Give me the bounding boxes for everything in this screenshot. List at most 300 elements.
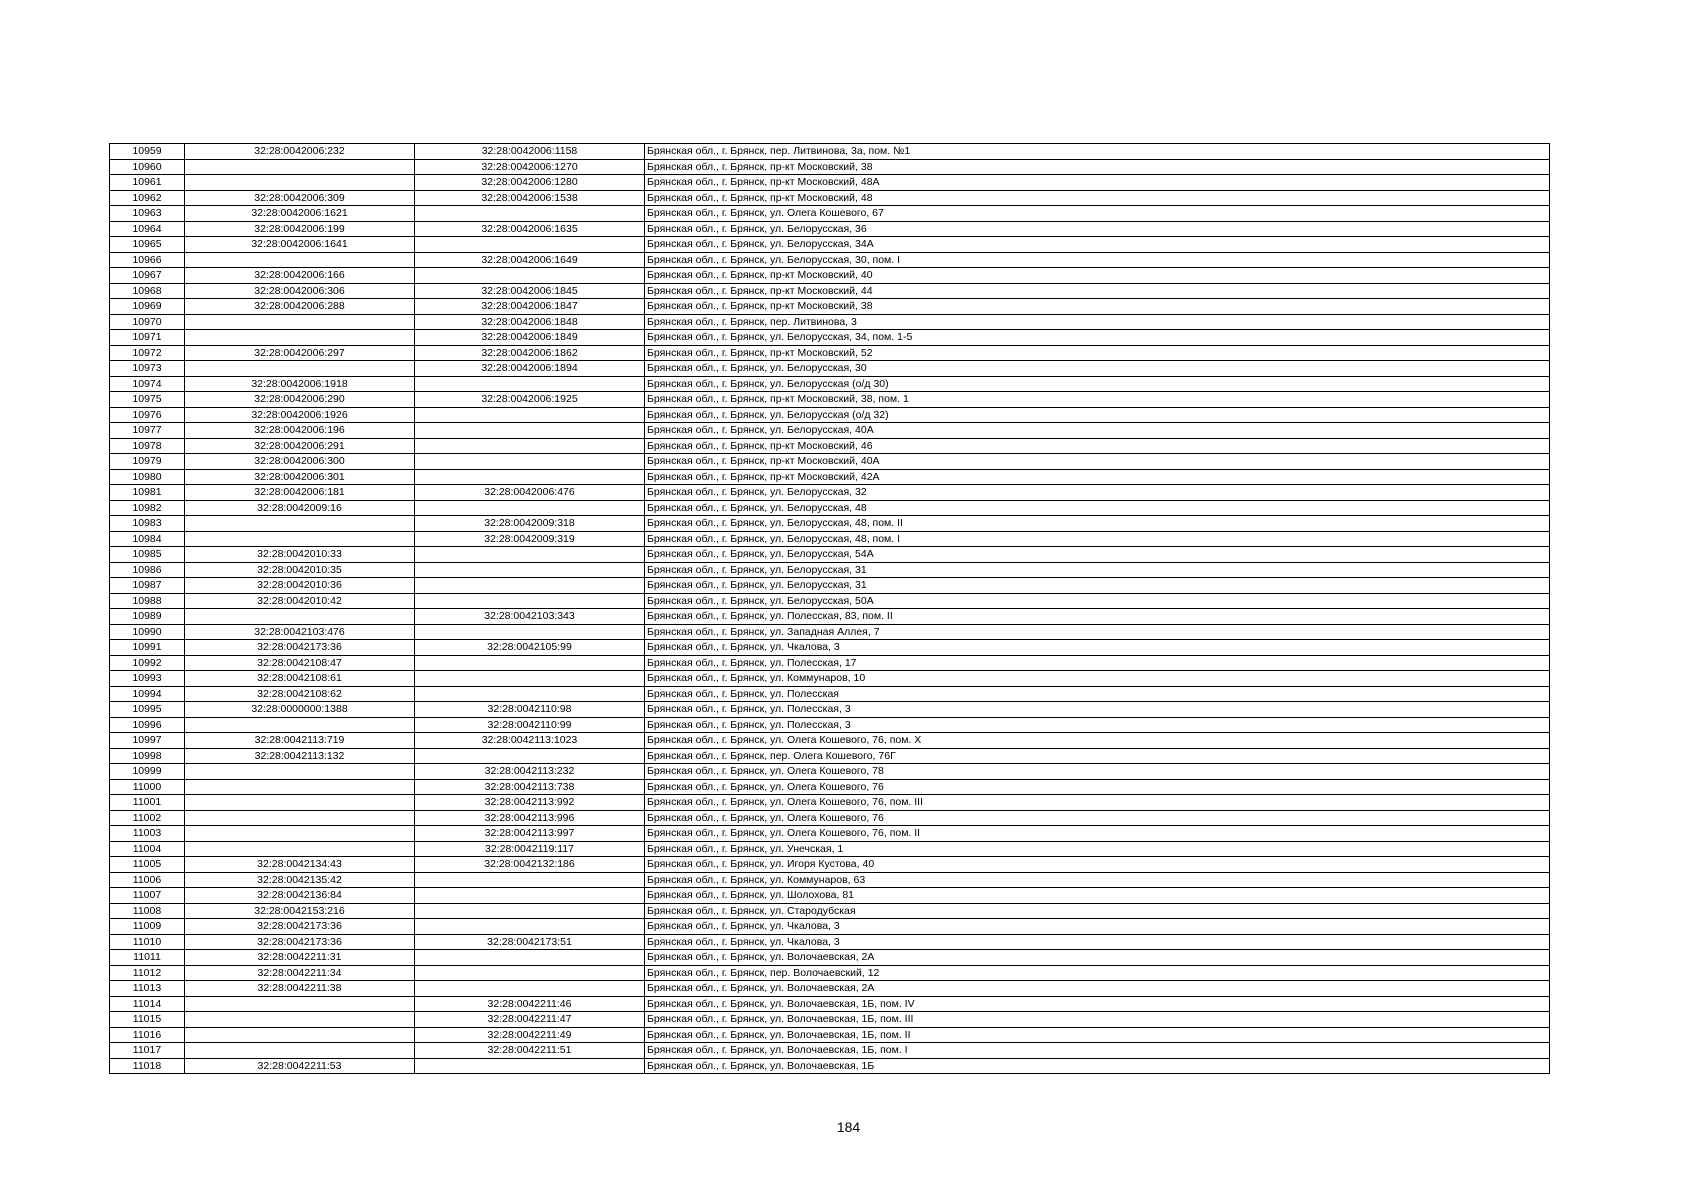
table-row — [110, 314, 1550, 330]
object-cadastral-number-cell — [415, 578, 645, 594]
address-cell: Брянская обл., г. Брянск, ул. Белорусская, 31 — [645, 578, 1550, 594]
address-cell: Брянская обл., г. Брянск, ул. Олега Кошевого, 78 — [645, 764, 1550, 780]
object-cadastral-number-cell: 32:28:0042110:99 — [415, 717, 645, 733]
cadastral-number-cell: 32:28:0000000:1388 — [185, 702, 415, 718]
address-cell: Брянская обл., г. Брянск, пер. Литвинова, 3а, пом. №1 — [645, 144, 1550, 160]
table-row — [110, 888, 1550, 904]
object-cadastral-number-cell — [415, 268, 645, 284]
address-cell: Брянская обл., г. Брянск, пер. Волочаевский, 12 — [645, 965, 1550, 981]
cadastral-number-cell: 32:28:0042010:35 — [185, 562, 415, 578]
registry-table — [109, 143, 1550, 1074]
address-cell: Брянская обл., г. Брянск, ул. Полесская, 3 — [645, 702, 1550, 718]
record-number-cell: 11000 — [110, 779, 185, 795]
table-row — [110, 159, 1550, 175]
table-row — [110, 144, 1550, 160]
record-number-cell: 10962 — [110, 190, 185, 206]
address-cell: Брянская обл., г. Брянск, ул. Чкалова, 3 — [645, 934, 1550, 950]
table-row — [110, 593, 1550, 609]
record-number-cell: 10999 — [110, 764, 185, 780]
cadastral-number-cell: 32:28:0042113:719 — [185, 733, 415, 749]
object-cadastral-number-cell: 32:28:0042006:1925 — [415, 392, 645, 408]
cadastral-number-cell — [185, 1043, 415, 1059]
address-cell: Брянская обл., г. Брянск, ул. Белорусская, 34, пом. 1-5 — [645, 330, 1550, 346]
record-number-cell: 10980 — [110, 469, 185, 485]
address-cell: Брянская обл., г. Брянск, ул. Волочаевская, 1Б, пом. I — [645, 1043, 1550, 1059]
cadastral-number-cell — [185, 764, 415, 780]
address-cell: Брянская обл., г. Брянск, ул. Коммунаров, 63 — [645, 872, 1550, 888]
object-cadastral-number-cell — [415, 748, 645, 764]
object-cadastral-number-cell — [415, 655, 645, 671]
address-cell: Брянская обл., г. Брянск, пр-кт Московский, 38 — [645, 159, 1550, 175]
object-cadastral-number-cell: 32:28:0042006:1894 — [415, 361, 645, 377]
object-cadastral-number-cell: 32:28:0042113:1023 — [415, 733, 645, 749]
address-cell: Брянская обл., г. Брянск, пр-кт Московский, 40 — [645, 268, 1550, 284]
object-cadastral-number-cell: 32:28:0042211:46 — [415, 996, 645, 1012]
table-row — [110, 299, 1550, 315]
table-row — [110, 500, 1550, 516]
address-cell: Брянская обл., г. Брянск, ул. Белорусская, 40А — [645, 423, 1550, 439]
address-cell: Брянская обл., г. Брянск, ул. Белорусская, 54А — [645, 547, 1550, 563]
record-number-cell: 10975 — [110, 392, 185, 408]
record-number-cell: 10960 — [110, 159, 185, 175]
cadastral-number-cell: 32:28:0042006:1926 — [185, 407, 415, 423]
cadastral-number-cell — [185, 996, 415, 1012]
table-row — [110, 361, 1550, 377]
address-cell: Брянская обл., г. Брянск, ул. Белорусская, 30 — [645, 361, 1550, 377]
object-cadastral-number-cell — [415, 888, 645, 904]
object-cadastral-number-cell: 32:28:0042211:49 — [415, 1027, 645, 1043]
address-cell: Брянская обл., г. Брянск, пр-кт Московский, 48А — [645, 175, 1550, 191]
cadastral-number-cell: 32:28:0042006:1641 — [185, 237, 415, 253]
object-cadastral-number-cell: 32:28:0042006:1538 — [415, 190, 645, 206]
address-cell: Брянская обл., г. Брянск, ул. Игоря Кустова, 40 — [645, 857, 1550, 873]
cadastral-number-cell — [185, 795, 415, 811]
table-row — [110, 717, 1550, 733]
record-number-cell: 11006 — [110, 872, 185, 888]
record-number-cell: 10967 — [110, 268, 185, 284]
cadastral-number-cell: 32:28:0042153:216 — [185, 903, 415, 919]
address-cell: Брянская обл., г. Брянск, ул. Коммунаров, 10 — [645, 671, 1550, 687]
table-row — [110, 748, 1550, 764]
table-row — [110, 175, 1550, 191]
address-cell: Брянская обл., г. Брянск, ул. Олега Кошевого, 67 — [645, 206, 1550, 222]
record-number-cell: 11012 — [110, 965, 185, 981]
object-cadastral-number-cell: 32:28:0042009:319 — [415, 531, 645, 547]
cadastral-number-cell — [185, 826, 415, 842]
table-row — [110, 516, 1550, 532]
address-cell: Брянская обл., г. Брянск, ул. Белорусская, 30, пом. I — [645, 252, 1550, 268]
address-cell: Брянская обл., г. Брянск, ул. Белорусская, 50А — [645, 593, 1550, 609]
record-number-cell: 10981 — [110, 485, 185, 501]
record-number-cell: 10966 — [110, 252, 185, 268]
object-cadastral-number-cell: 32:28:0042006:1847 — [415, 299, 645, 315]
address-cell: Брянская обл., г. Брянск, пр-кт Московский, 48 — [645, 190, 1550, 206]
record-number-cell: 10968 — [110, 283, 185, 299]
table-row — [110, 454, 1550, 470]
table-row — [110, 531, 1550, 547]
record-number-cell: 10972 — [110, 345, 185, 361]
record-number-cell: 10994 — [110, 686, 185, 702]
address-cell: Брянская обл., г. Брянск, пр-кт Московский, 52 — [645, 345, 1550, 361]
object-cadastral-number-cell — [415, 872, 645, 888]
cadastral-number-cell — [185, 1012, 415, 1028]
object-cadastral-number-cell — [415, 562, 645, 578]
cadastral-number-cell: 32:28:0042108:62 — [185, 686, 415, 702]
table-row — [110, 407, 1550, 423]
cadastral-number-cell: 32:28:0042134:43 — [185, 857, 415, 873]
cadastral-number-cell — [185, 810, 415, 826]
record-number-cell: 10977 — [110, 423, 185, 439]
address-cell: Брянская обл., г. Брянск, пр-кт Московский, 46 — [645, 438, 1550, 454]
object-cadastral-number-cell — [415, 547, 645, 563]
record-number-cell: 10997 — [110, 733, 185, 749]
address-cell: Брянская обл., г. Брянск, ул. Западная Аллея, 7 — [645, 624, 1550, 640]
table-row — [110, 702, 1550, 718]
cadastral-number-cell: 32:28:0042211:38 — [185, 981, 415, 997]
object-cadastral-number-cell — [415, 454, 645, 470]
object-cadastral-number-cell — [415, 237, 645, 253]
table-row — [110, 345, 1550, 361]
object-cadastral-number-cell — [415, 981, 645, 997]
record-number-cell: 10963 — [110, 206, 185, 222]
cadastral-number-cell — [185, 516, 415, 532]
cadastral-number-cell: 32:28:0042006:232 — [185, 144, 415, 160]
object-cadastral-number-cell — [415, 500, 645, 516]
record-number-cell: 10971 — [110, 330, 185, 346]
address-cell: Брянская обл., г. Брянск, пер. Олега Кошевого, 76Г — [645, 748, 1550, 764]
address-cell: Брянская обл., г. Брянск, ул. Унечская, 1 — [645, 841, 1550, 857]
cadastral-number-cell — [185, 314, 415, 330]
cadastral-number-cell: 32:28:0042006:199 — [185, 221, 415, 237]
record-number-cell: 10959 — [110, 144, 185, 160]
object-cadastral-number-cell: 32:28:0042006:1845 — [415, 283, 645, 299]
cadastral-number-cell: 32:28:0042173:36 — [185, 934, 415, 950]
cadastral-number-cell: 32:28:0042010:36 — [185, 578, 415, 594]
table-row — [110, 671, 1550, 687]
cadastral-number-cell: 32:28:0042006:181 — [185, 485, 415, 501]
table-row — [110, 438, 1550, 454]
record-number-cell: 11005 — [110, 857, 185, 873]
table-row — [110, 206, 1550, 222]
registry-table-body — [110, 144, 1550, 1074]
cadastral-number-cell: 32:28:0042006:288 — [185, 299, 415, 315]
address-cell: Брянская обл., г. Брянск, ул. Волочаевская, 1Б, пом. III — [645, 1012, 1550, 1028]
record-number-cell: 11007 — [110, 888, 185, 904]
address-cell: Брянская обл., г. Брянск, ул. Олега Кошевого, 76 — [645, 779, 1550, 795]
address-cell: Брянская обл., г. Брянск, пер. Литвинова, 3 — [645, 314, 1550, 330]
cadastral-number-cell — [185, 252, 415, 268]
record-number-cell: 10987 — [110, 578, 185, 594]
address-cell: Брянская обл., г. Брянск, ул. Волочаевская, 1Б, пом. IV — [645, 996, 1550, 1012]
cadastral-number-cell: 32:28:0042006:1918 — [185, 376, 415, 392]
table-row — [110, 857, 1550, 873]
record-number-cell: 10998 — [110, 748, 185, 764]
table-row — [110, 330, 1550, 346]
record-number-cell: 11016 — [110, 1027, 185, 1043]
cadastral-number-cell — [185, 330, 415, 346]
record-number-cell: 10970 — [110, 314, 185, 330]
record-number-cell: 11014 — [110, 996, 185, 1012]
record-number-cell: 10985 — [110, 547, 185, 563]
object-cadastral-number-cell — [415, 469, 645, 485]
table-row — [110, 826, 1550, 842]
table-row — [110, 547, 1550, 563]
cadastral-number-cell: 32:28:0042006:166 — [185, 268, 415, 284]
record-number-cell: 10989 — [110, 609, 185, 625]
cadastral-number-cell: 32:28:0042006:309 — [185, 190, 415, 206]
object-cadastral-number-cell — [415, 407, 645, 423]
address-cell: Брянская обл., г. Брянск, ул. Полесская, 83, пом. II — [645, 609, 1550, 625]
object-cadastral-number-cell: 32:28:0042006:476 — [415, 485, 645, 501]
address-cell: Брянская обл., г. Брянск, ул. Белорусская, 36 — [645, 221, 1550, 237]
address-cell: Брянская обл., г. Брянск, пр-кт Московский, 42А — [645, 469, 1550, 485]
record-number-cell: 11018 — [110, 1058, 185, 1074]
cadastral-number-cell — [185, 159, 415, 175]
table-row — [110, 841, 1550, 857]
record-number-cell: 10986 — [110, 562, 185, 578]
address-cell: Брянская обл., г. Брянск, ул. Стародубская — [645, 903, 1550, 919]
object-cadastral-number-cell: 32:28:0042006:1862 — [415, 345, 645, 361]
object-cadastral-number-cell: 32:28:0042006:1649 — [415, 252, 645, 268]
object-cadastral-number-cell: 32:28:0042132:186 — [415, 857, 645, 873]
cadastral-number-cell: 32:28:0042010:33 — [185, 547, 415, 563]
address-cell: Брянская обл., г. Брянск, ул. Олега Кошевого, 76, пом. X — [645, 733, 1550, 749]
object-cadastral-number-cell: 32:28:0042211:51 — [415, 1043, 645, 1059]
object-cadastral-number-cell — [415, 206, 645, 222]
cadastral-number-cell: 32:28:0042113:132 — [185, 748, 415, 764]
object-cadastral-number-cell: 32:28:0042006:1280 — [415, 175, 645, 191]
record-number-cell: 10974 — [110, 376, 185, 392]
record-number-cell: 11004 — [110, 841, 185, 857]
table-row — [110, 950, 1550, 966]
record-number-cell: 10993 — [110, 671, 185, 687]
object-cadastral-number-cell: 32:28:0042113:232 — [415, 764, 645, 780]
object-cadastral-number-cell: 32:28:0042103:343 — [415, 609, 645, 625]
cadastral-number-cell: 32:28:0042006:301 — [185, 469, 415, 485]
address-cell: Брянская обл., г. Брянск, ул. Белорусская (о/д 32) — [645, 407, 1550, 423]
table-row — [110, 1043, 1550, 1059]
object-cadastral-number-cell — [415, 376, 645, 392]
table-row — [110, 423, 1550, 439]
cadastral-number-cell: 32:28:0042006:300 — [185, 454, 415, 470]
table-row — [110, 562, 1550, 578]
address-cell: Брянская обл., г. Брянск, ул. Белорусская, 48 — [645, 500, 1550, 516]
cadastral-number-cell — [185, 717, 415, 733]
table-row — [110, 733, 1550, 749]
cadastral-number-cell — [185, 361, 415, 377]
cadastral-number-cell: 32:28:0042211:53 — [185, 1058, 415, 1074]
table-row — [110, 237, 1550, 253]
cadastral-number-cell — [185, 175, 415, 191]
cadastral-number-cell: 32:28:0042006:290 — [185, 392, 415, 408]
address-cell: Брянская обл., г. Брянск, пр-кт Московский, 38 — [645, 299, 1550, 315]
object-cadastral-number-cell: 32:28:0042006:1635 — [415, 221, 645, 237]
object-cadastral-number-cell — [415, 903, 645, 919]
cadastral-number-cell: 32:28:0042211:31 — [185, 950, 415, 966]
object-cadastral-number-cell: 32:28:0042211:47 — [415, 1012, 645, 1028]
object-cadastral-number-cell: 32:28:0042006:1270 — [415, 159, 645, 175]
table-row — [110, 981, 1550, 997]
address-cell: Брянская обл., г. Брянск, ул. Олега Кошевого, 76, пом. II — [645, 826, 1550, 842]
object-cadastral-number-cell — [415, 965, 645, 981]
table-row — [110, 1027, 1550, 1043]
record-number-cell: 11008 — [110, 903, 185, 919]
table-row — [110, 578, 1550, 594]
cadastral-number-cell: 32:28:0042006:1621 — [185, 206, 415, 222]
record-number-cell: 10965 — [110, 237, 185, 253]
object-cadastral-number-cell — [415, 438, 645, 454]
address-cell: Брянская обл., г. Брянск, ул. Белорусская, 48, пом. II — [645, 516, 1550, 532]
object-cadastral-number-cell — [415, 1058, 645, 1074]
address-cell: Брянская обл., г. Брянск, ул. Олега Кошевого, 76 — [645, 810, 1550, 826]
object-cadastral-number-cell: 32:28:0042009:318 — [415, 516, 645, 532]
object-cadastral-number-cell: 32:28:0042006:1158 — [415, 144, 645, 160]
address-cell: Брянская обл., г. Брянск, ул. Полесская, 3 — [645, 717, 1550, 733]
record-number-cell: 10973 — [110, 361, 185, 377]
cadastral-number-cell — [185, 1027, 415, 1043]
table-row — [110, 655, 1550, 671]
object-cadastral-number-cell: 32:28:0042113:738 — [415, 779, 645, 795]
record-number-cell: 10976 — [110, 407, 185, 423]
table-row — [110, 1012, 1550, 1028]
address-cell: Брянская обл., г. Брянск, ул. Полесская — [645, 686, 1550, 702]
address-cell: Брянская обл., г. Брянск, ул. Волочаевская, 1Б, пом. II — [645, 1027, 1550, 1043]
record-number-cell: 10961 — [110, 175, 185, 191]
record-number-cell: 11010 — [110, 934, 185, 950]
table-row — [110, 919, 1550, 935]
table-row — [110, 283, 1550, 299]
object-cadastral-number-cell: 32:28:0042110:98 — [415, 702, 645, 718]
object-cadastral-number-cell — [415, 919, 645, 935]
table-row — [110, 872, 1550, 888]
table-row — [110, 221, 1550, 237]
record-number-cell: 11002 — [110, 810, 185, 826]
record-number-cell: 10990 — [110, 624, 185, 640]
cadastral-number-cell: 32:28:0042108:61 — [185, 671, 415, 687]
address-cell: Брянская обл., г. Брянск, ул. Шолохова, 81 — [645, 888, 1550, 904]
object-cadastral-number-cell — [415, 671, 645, 687]
cadastral-number-cell — [185, 779, 415, 795]
address-cell: Брянская обл., г. Брянск, ул. Волочаевская, 1Б — [645, 1058, 1550, 1074]
object-cadastral-number-cell: 32:28:0042006:1848 — [415, 314, 645, 330]
record-number-cell: 11011 — [110, 950, 185, 966]
object-cadastral-number-cell: 32:28:0042113:996 — [415, 810, 645, 826]
address-cell: Брянская обл., г. Брянск, пр-кт Московский, 40А — [645, 454, 1550, 470]
cadastral-number-cell: 32:28:0042006:291 — [185, 438, 415, 454]
object-cadastral-number-cell: 32:28:0042006:1849 — [415, 330, 645, 346]
table-row — [110, 268, 1550, 284]
address-cell: Брянская обл., г. Брянск, ул. Полесская, 17 — [645, 655, 1550, 671]
table-row — [110, 485, 1550, 501]
table-row — [110, 376, 1550, 392]
address-cell: Брянская обл., г. Брянск, ул. Белорусская, 32 — [645, 485, 1550, 501]
table-row — [110, 810, 1550, 826]
cadastral-number-cell: 32:28:0042010:42 — [185, 593, 415, 609]
table-row — [110, 609, 1550, 625]
page-number: 184 — [836, 1119, 861, 1135]
cadastral-number-cell: 32:28:0042103:476 — [185, 624, 415, 640]
table-row — [110, 779, 1550, 795]
object-cadastral-number-cell: 32:28:0042113:992 — [415, 795, 645, 811]
address-cell: Брянская обл., г. Брянск, ул. Олега Кошевого, 76, пом. III — [645, 795, 1550, 811]
record-number-cell: 10984 — [110, 531, 185, 547]
cadastral-number-cell: 32:28:0042006:196 — [185, 423, 415, 439]
address-cell: Брянская обл., г. Брянск, ул. Белорусская (о/д 30) — [645, 376, 1550, 392]
table-row — [110, 1058, 1550, 1074]
record-number-cell: 10991 — [110, 640, 185, 656]
object-cadastral-number-cell — [415, 950, 645, 966]
object-cadastral-number-cell: 32:28:0042173:51 — [415, 934, 645, 950]
table-row — [110, 903, 1550, 919]
record-number-cell: 10988 — [110, 593, 185, 609]
table-row — [110, 392, 1550, 408]
record-number-cell: 10996 — [110, 717, 185, 733]
object-cadastral-number-cell: 32:28:0042119:117 — [415, 841, 645, 857]
table-row — [110, 640, 1550, 656]
cadastral-number-cell: 32:28:0042006:306 — [185, 283, 415, 299]
address-cell: Брянская обл., г. Брянск, ул. Чкалова, 3 — [645, 919, 1550, 935]
record-number-cell: 11003 — [110, 826, 185, 842]
cadastral-number-cell: 32:28:0042135:42 — [185, 872, 415, 888]
table-row — [110, 934, 1550, 950]
object-cadastral-number-cell — [415, 423, 645, 439]
table-row — [110, 469, 1550, 485]
cadastral-number-cell: 32:28:0042108:47 — [185, 655, 415, 671]
address-cell: Брянская обл., г. Брянск, ул. Белорусская, 48, пом. I — [645, 531, 1550, 547]
object-cadastral-number-cell — [415, 593, 645, 609]
address-cell: Брянская обл., г. Брянск, ул. Белорусская, 34А — [645, 237, 1550, 253]
cadastral-number-cell: 32:28:0042173:36 — [185, 640, 415, 656]
address-cell: Брянская обл., г. Брянск, ул. Волочаевская, 2А — [645, 981, 1550, 997]
cadastral-number-cell: 32:28:0042009:16 — [185, 500, 415, 516]
object-cadastral-number-cell: 32:28:0042105:99 — [415, 640, 645, 656]
record-number-cell: 10979 — [110, 454, 185, 470]
record-number-cell: 10969 — [110, 299, 185, 315]
record-number-cell: 11013 — [110, 981, 185, 997]
record-number-cell: 10995 — [110, 702, 185, 718]
address-cell: Брянская обл., г. Брянск, пр-кт Московский, 44 — [645, 283, 1550, 299]
table-row — [110, 686, 1550, 702]
cadastral-number-cell — [185, 841, 415, 857]
record-number-cell: 10982 — [110, 500, 185, 516]
record-number-cell: 10983 — [110, 516, 185, 532]
table-row — [110, 252, 1550, 268]
record-number-cell: 10964 — [110, 221, 185, 237]
record-number-cell: 11001 — [110, 795, 185, 811]
table-row — [110, 190, 1550, 206]
cadastral-number-cell: 32:28:0042136:84 — [185, 888, 415, 904]
table-row — [110, 795, 1550, 811]
table-row — [110, 624, 1550, 640]
cadastral-number-cell: 32:28:0042173:36 — [185, 919, 415, 935]
address-cell: Брянская обл., г. Брянск, ул. Белорусская, 31 — [645, 562, 1550, 578]
cadastral-number-cell: 32:28:0042006:297 — [185, 345, 415, 361]
record-number-cell: 11009 — [110, 919, 185, 935]
object-cadastral-number-cell — [415, 624, 645, 640]
table-row — [110, 764, 1550, 780]
record-number-cell: 10992 — [110, 655, 185, 671]
record-number-cell: 11015 — [110, 1012, 185, 1028]
record-number-cell: 10978 — [110, 438, 185, 454]
object-cadastral-number-cell — [415, 686, 645, 702]
object-cadastral-number-cell: 32:28:0042113:997 — [415, 826, 645, 842]
cadastral-number-cell: 32:28:0042211:34 — [185, 965, 415, 981]
address-cell: Брянская обл., г. Брянск, ул. Волочаевская, 2А — [645, 950, 1550, 966]
table-row — [110, 996, 1550, 1012]
table-row — [110, 965, 1550, 981]
record-number-cell: 11017 — [110, 1043, 185, 1059]
cadastral-number-cell — [185, 609, 415, 625]
